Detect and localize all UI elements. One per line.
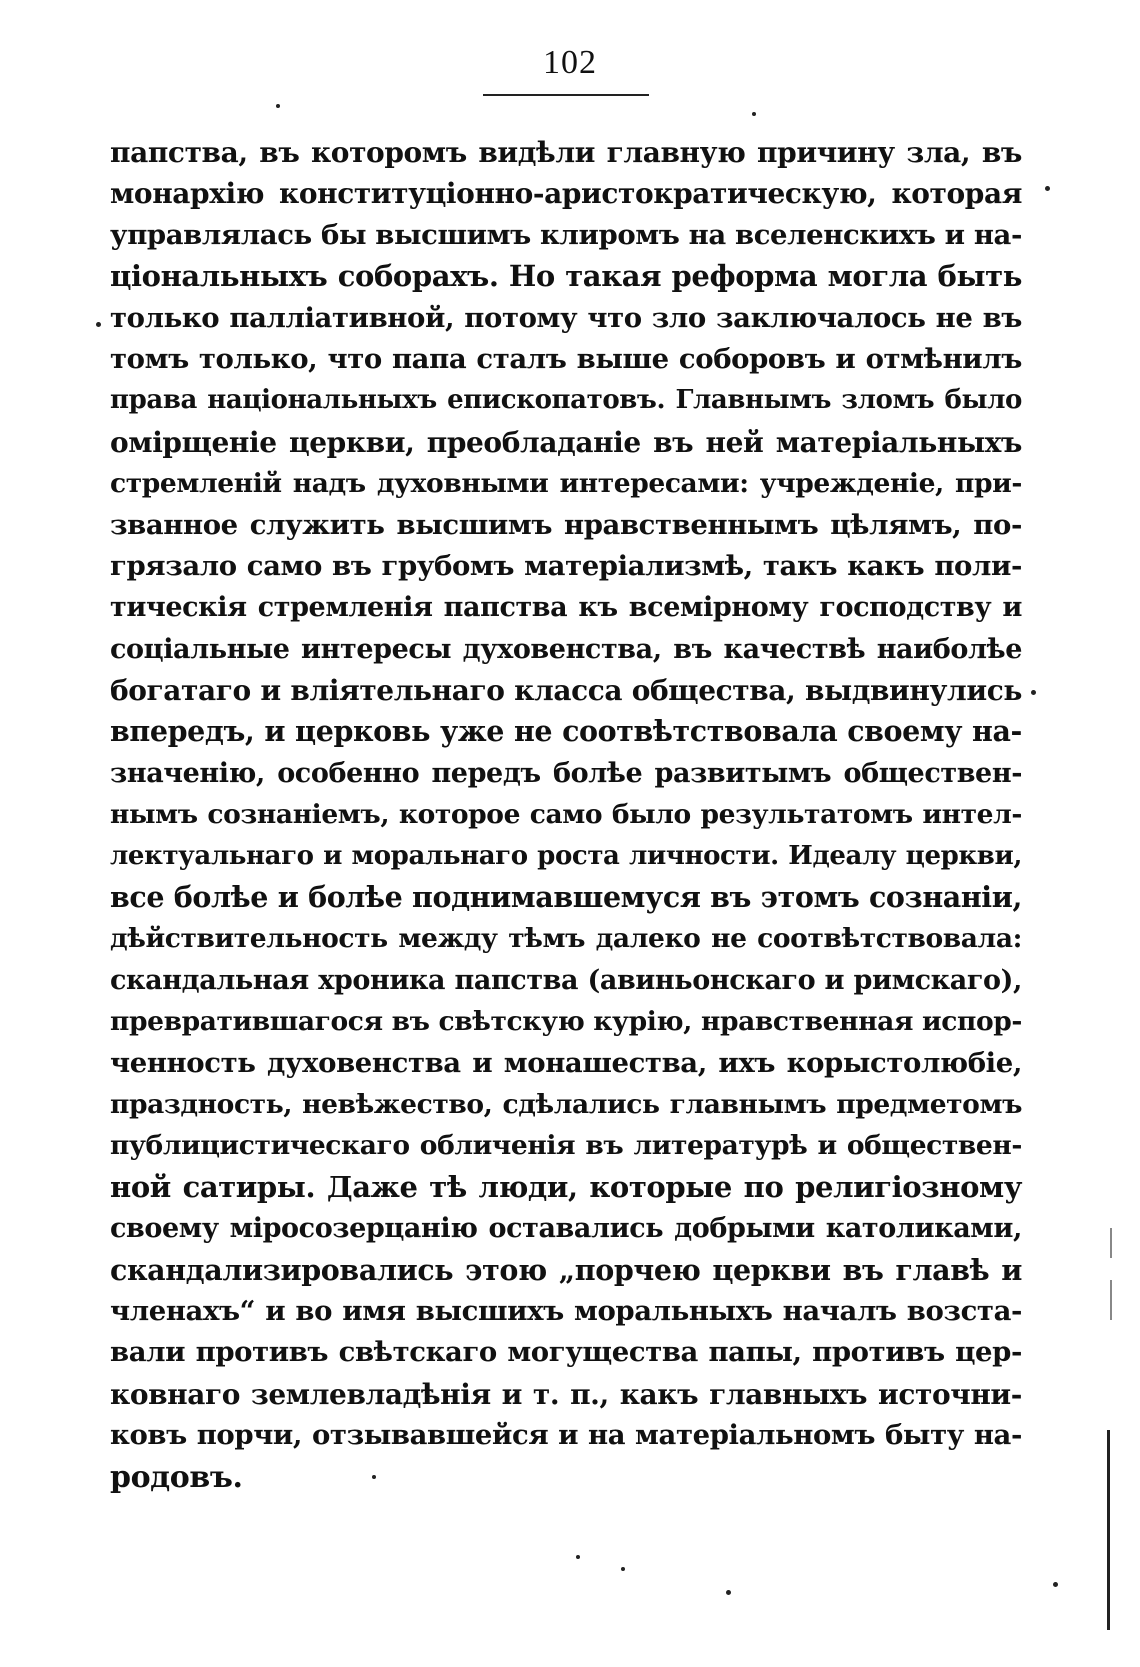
scan-speck [752, 112, 756, 116]
scan-speck [576, 1555, 580, 1559]
text-line: ковнаго землевладѣнія и т. п., какъ главныхъ источни- [110, 1377, 1022, 1411]
text-line: управлялась бы высшимъ клиромъ на вселенскихъ и на- [110, 218, 1022, 251]
scan-speck [1031, 690, 1036, 695]
text-line: только палліативной, потому что зло заключалось не въ [110, 301, 1022, 334]
text-line: ной сатиры. Даже тѣ люди, которые по религіозному [110, 1169, 1022, 1204]
scan-edge-mark [1110, 1228, 1112, 1258]
header-rule [483, 94, 649, 96]
text-line: своему міросозерцанію оставались добрыми католиками, [110, 1213, 1022, 1245]
text-line: грязало само въ грубомъ матеріализмѣ, такъ какъ поли- [110, 549, 1022, 582]
text-line: ченность духовенства и монашества, ихъ корыстолюбіе, [110, 1046, 1022, 1079]
text-line: ковъ порчи, отзывавшейся и на матеріальномъ быту на- [110, 1419, 1022, 1452]
text-line: праздность, невѣжество, сдѣлались главнымъ предметомъ [110, 1088, 1022, 1120]
text-line: превратившагося въ свѣтскую курію, нравственная испор- [110, 1006, 1022, 1038]
text-line: званное служить высшимъ нравственнымъ цѣлямъ, по- [110, 508, 1022, 541]
text-line: родовъ. [110, 1459, 243, 1495]
scan-speck [621, 1567, 625, 1571]
scan-speck [726, 1590, 731, 1595]
page-number: 102 [543, 44, 597, 81]
scan-speck [372, 1475, 376, 1479]
text-line: права національныхъ епископатовъ. Главнымъ зломъ было [110, 385, 1022, 416]
text-line: нымъ сознаніемъ, которое само было результатомъ интел- [110, 799, 1022, 831]
body-text [110, 132, 1022, 1498]
text-line: омірщеніе церкви, преобладаніе въ ней матеріальныхъ [110, 425, 1022, 459]
text-line: ціональныхъ соборахъ. Но такая реформа могла быть [110, 259, 1022, 294]
text-line: впередъ, и церковь уже не соотвѣтствовала своему на- [110, 714, 1022, 749]
text-line: соціальные интересы духовенства, въ качествѣ наиболѣе [110, 633, 1022, 665]
text-line: стремленій надъ духовными интересами: учрежденіе, при- [110, 468, 1022, 500]
text-line: лектуальнаго и моральнаго роста личности. Идеалу церкви, [110, 840, 1022, 871]
scan-speck [96, 322, 101, 327]
scan-speck [276, 104, 280, 108]
text-line: членахъ“ и во имя высшихъ моральныхъ началъ возста- [110, 1294, 1022, 1327]
text-line: значенію, особенно передъ болѣе развитымъ обществен- [110, 757, 1022, 789]
text-line: томъ только, что папа сталъ выше соборовъ и отмѣнилъ [110, 342, 1022, 375]
text-line: папства, въ которомъ видѣли главную причину зла, въ [110, 136, 1022, 169]
text-line: монархію конституціонно-аристократическую, которая [110, 177, 1022, 211]
scan-edge-mark [1110, 1280, 1112, 1320]
text-line: скандализировались этою „порчею церкви въ главѣ и [110, 1252, 1022, 1287]
text-line: богатаго и вліятельнаго класса общества, выдвинулись [110, 674, 1022, 708]
text-line: публицистическаго обличенія въ литературѣ и обществен- [110, 1130, 1022, 1162]
scan-speck [1045, 186, 1050, 191]
scan-edge-mark [1107, 1430, 1110, 1630]
text-line: вали противъ свѣтскаго могущества папы, противъ цер- [110, 1336, 1022, 1369]
text-line: все болѣе и болѣе поднимавшемуся въ этомъ сознаніи, [110, 880, 1022, 915]
text-line: дѣйствительность между тѣмъ далеко не соотвѣтствовала: [110, 923, 1022, 955]
text-line: тическія стремленія папства къ всемірному господству и [110, 592, 1022, 624]
text-line: скандальная хроника папства (авиньонскаго и римскаго), [110, 964, 1022, 996]
scan-speck [1053, 1582, 1058, 1587]
